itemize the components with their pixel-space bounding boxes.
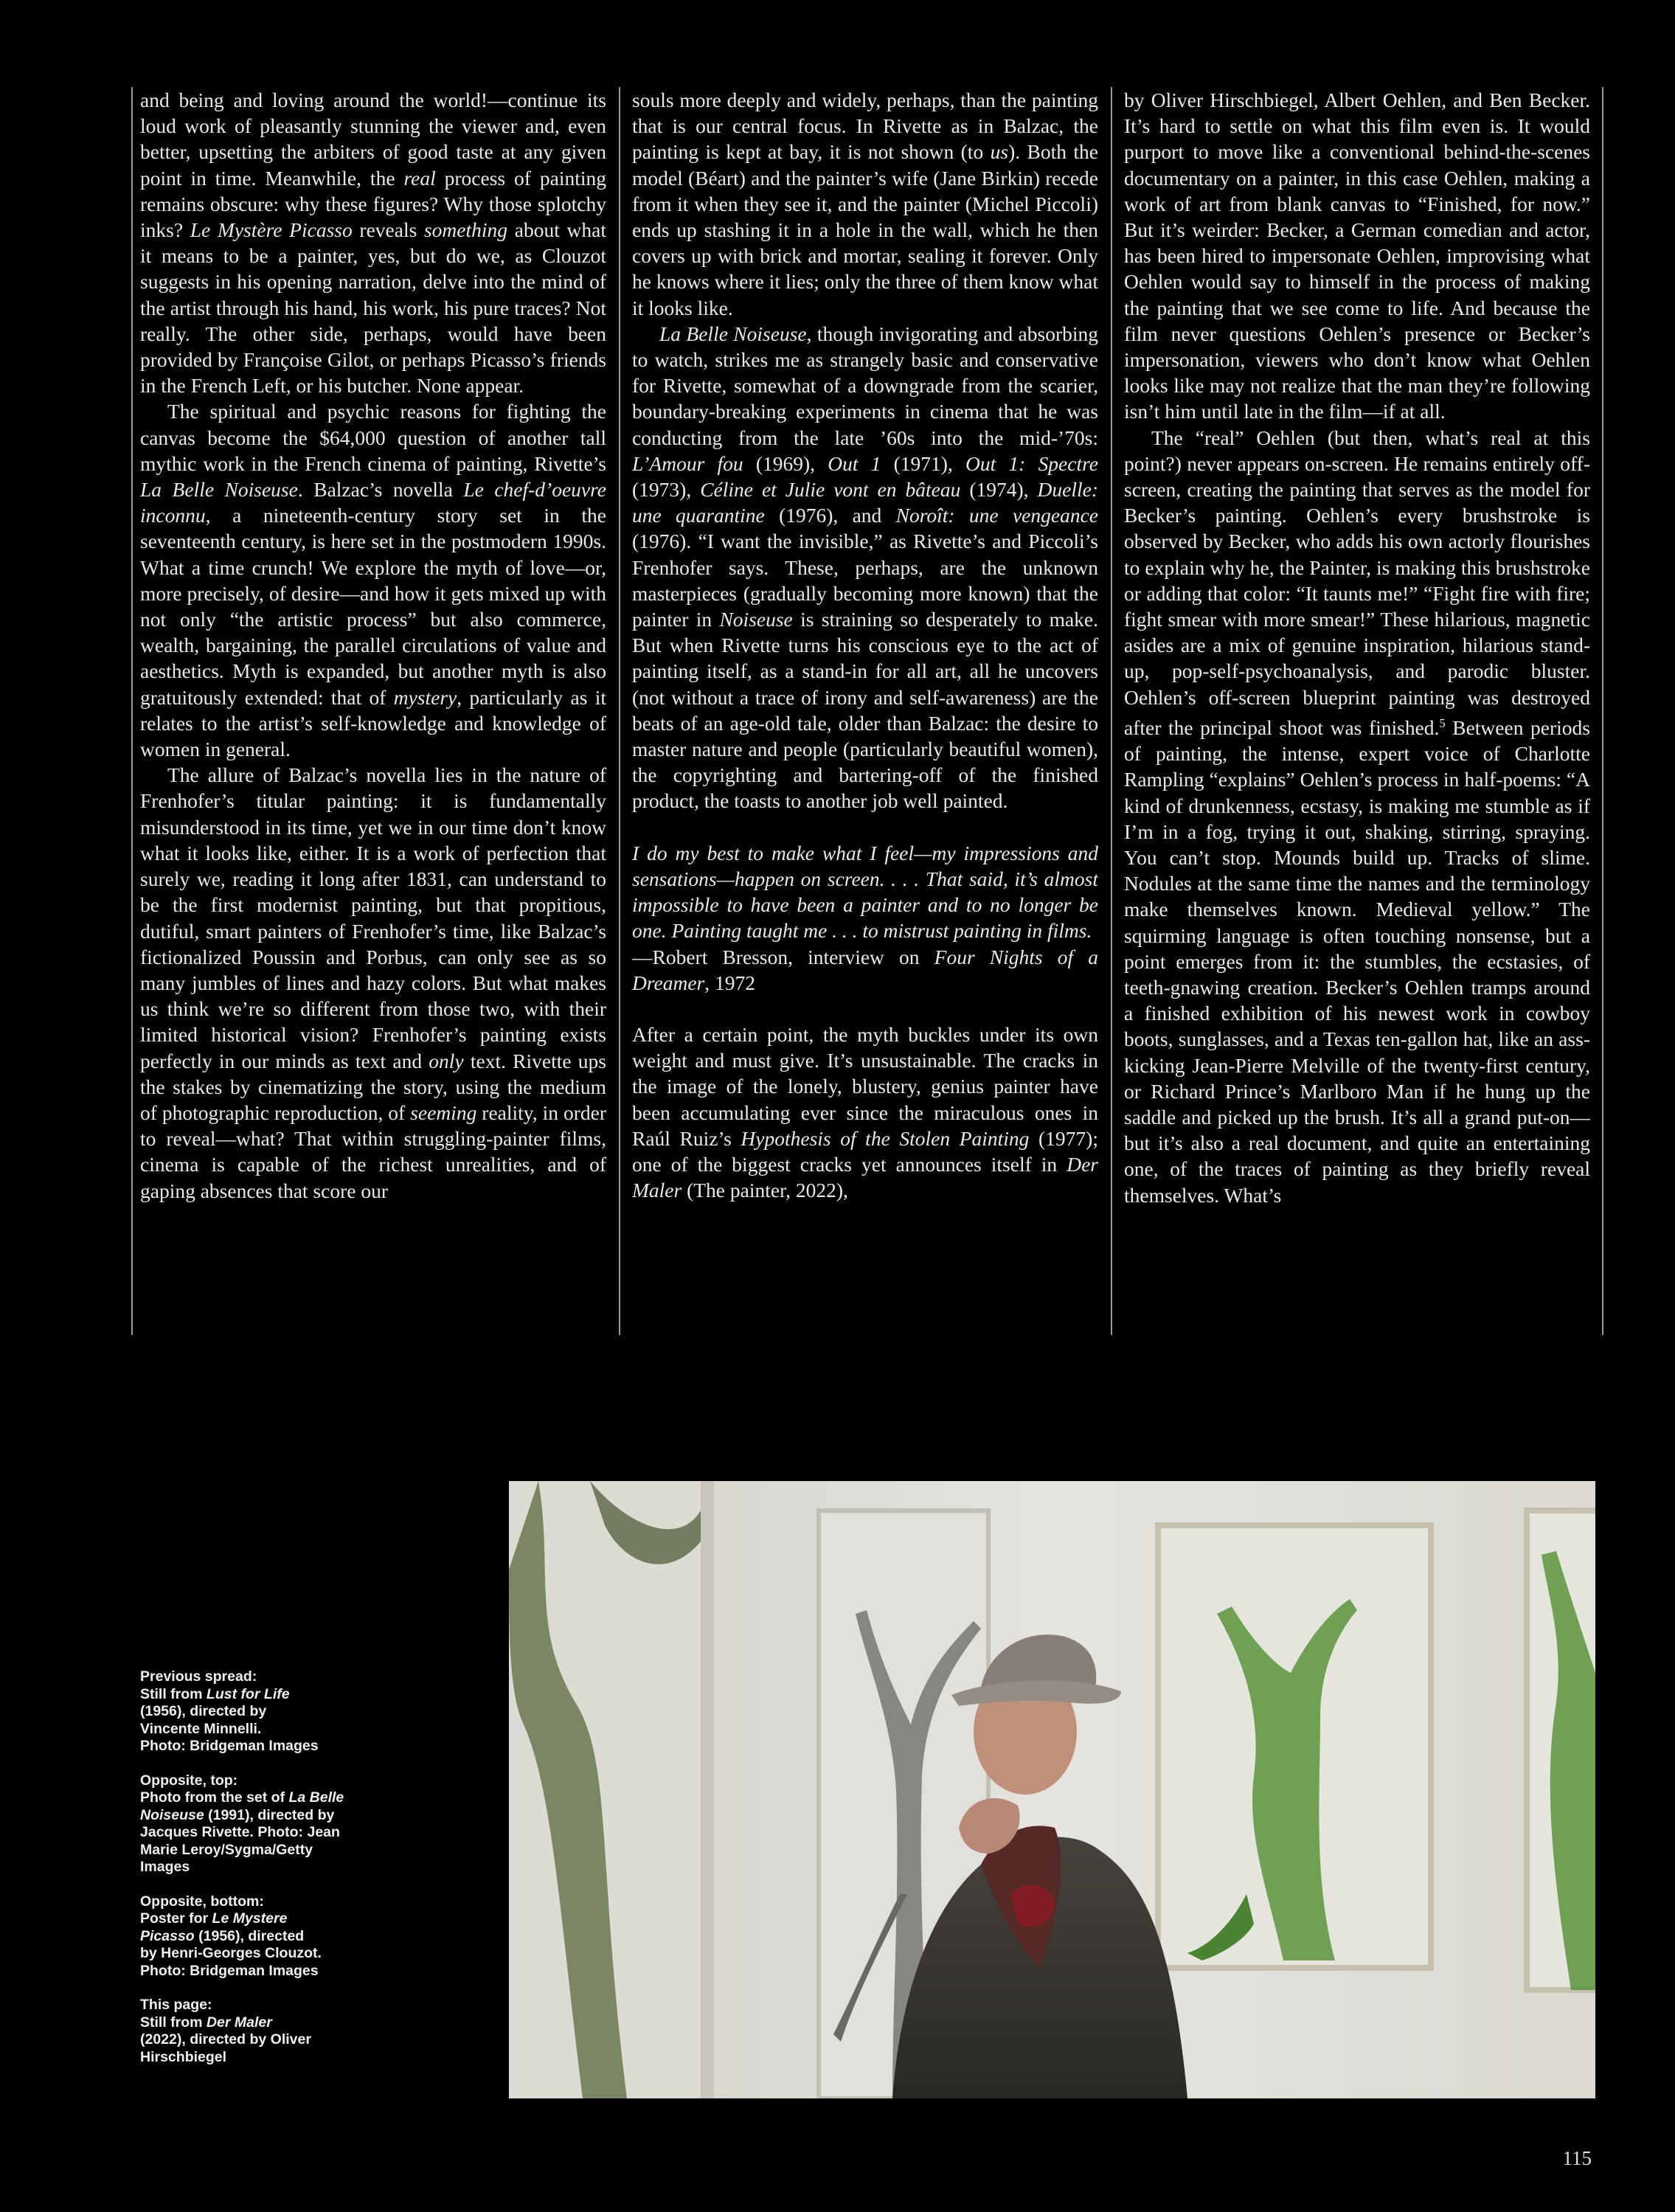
column-rule-1 <box>619 87 620 1335</box>
col2-paragraph-1: souls more deeply and widely, perhaps, than the painting that is our central focus. In Rivette as in Balzac, the painting is kept at bay, it is not shown (to us). Both the model (Béart) and the painter’s wife (Jane Birkin) recede from it when they see it, and the painter (Michel Piccoli) ends up stashing it in a hole in the wall, which he then covers up with brick and mortar, sealing it forever. Only he knows where it lies; only the three of them know what it looks like. <box>632 89 1098 319</box>
col2-paragraph-2: La Belle Noiseuse, though invigorating and absorbing to watch, strikes me as strangely basic and conservative for Rivette, somewhat of a downgrade from the scarier, boundary-breaking experiments in cinema that he was conducting from the late ’60s into the mid-’70s: L’Amour fou (1969), Out 1 (1971), Out 1: Spectre (1973), Céline et Julie vont en bâteau (1974), Duelle: une quarantine (1976), and Noroît: une vengeance (1976). “I want the invisible,” as Rivette’s and Piccoli’s Frenhofer says. These, perhaps, are the unknown masterpieces (gradually becoming more known) that the painter in Noiseuse is straining so desperately to make. But when Rivette turns his conscious eye to the act of painting itself, as a stand-in for all art, all he uncovers (not without a trace of irony and self-awareness) are the beats of an age-old tale, older than Balzac: the desire to master nature and people (particularly beautiful women), the copyrighting and bartering-off of the finished product, the toasts to another job well painted. <box>632 322 1098 813</box>
epigraph-attribution: —Robert Bresson, interview on Four Nights of a Dreamer, 1972 <box>632 945 1098 994</box>
caption-opposite-top: Opposite, top: Photo from the set of La Belle Noiseuse (1991), directed by Jacques Rivette. Photo: Jean Marie Leroy/Sygma/Getty Images <box>140 1772 344 1875</box>
col3-paragraph-1: by Oliver Hirschbiegel, Albert Oehlen, and Ben Becker. It’s hard to settle on what this film even is. It would purport to move like a conventional behind-the-scenes documentary on a painter, in this case Oehlen, making a work of art from blank canvas to “Finished, for now.” But it’s weirder: Becker, a German comedian and actor, has been hired to impersonate Oehlen, improvising what Oehlen would say to himself in the process of making the painting that we see come to life. And because the film never questions Oehlen’s presence or Becker’s impersonation, viewers who don’t know what Oehlen looks like may not realize that the man they’re following isn’t him until late in the film—if at all. <box>1124 89 1590 423</box>
column-rule-left <box>131 87 133 1335</box>
page-number: 115 <box>1562 2147 1592 2169</box>
text-column-2 <box>632 87 1098 1335</box>
col3-paragraph-2: The “real” Oehlen (but then, what’s real at this point?) never appears on-screen. He remains entirely off-screen, creating the painting that serves as the model for Becker’s painting. Oehlen’s every brushstroke is observed by Becker, who adds his own actorly flourishes to explain why he, the Painter, is making this brushstroke or adding that color: “It taunts me!” “Fight fire with fire; fight smear with more smear!” These hilarious, magnetic asides are a mix of genuine inspiration, hilarious stand-up, pop-self-psychoanalysis, and parodic bluster. Oehlen’s off-screen blueprint painting was destroyed after the principal shoot was finished.$^5$ Between periods of painting, the intense, expert voice of Charlotte Rampling “explains” Oehlen’s process in half-poems: “A kind of drunkenness, ecstasy, is making me stumble as if I’m in a fog, trying it out, shaking, stirring, spraying. You can’t stop. Mounds build up. Tracks of slime. Nodules at the same time the names and the terminology make themselves known. Medieval yellow.” The squirming language is often touching nonsense, but a point emerges from it: the stumbles, the ecstasies, of teeth-gnawing creation. Becker’s Oehlen tramps around a finished exhibition of his newest work in cowboy boots, sunglasses, and a Texas ten-gallon hat, like an ass-kicking Jean-Pierre Melville of the twenty-first century, or Richard Prince’s Marlboro Man if he hung up the saddle and picked up the brush. It’s all a grand put-on—but it’s also a real document, and quite an entertaining one, of the traces of painting as they briefly reveal themselves. What’s <box>1124 426 1590 1207</box>
epigraph-quote: I do my best to make what I feel—my impressions and sensations—happen on screen. . . . That said, it’s almost impossible to have been a painter and to no longer be one. Painting taught me . . . to mistrust painting in films. <box>632 841 1098 943</box>
column-rule-2 <box>1111 87 1112 1335</box>
col2-paragraph-3: After a certain point, the myth buckles under its own weight and must give. It’s unsustainable. The cracks in the image of the lonely, blustery, genius painter have been accumulating ever since the miraculous ones in Raúl Ruiz’s Hypothesis of the Stolen Painting (1977); one of the biggest cracks yet announces itself in Der Maler (The painter, 2022), <box>632 1022 1098 1202</box>
caption-opposite-bottom: Opposite, bottom: Poster for Le Mystere Picasso (1956), directed by Henri-Georges Clouzot. Photo: Bridgeman Images <box>140 1893 322 1979</box>
column-rule-right <box>1602 87 1603 1335</box>
text-column-3 <box>1124 87 1590 1335</box>
caption-this-page: This page: Still from Der Maler (2022), directed by Oliver Hirschbiegel <box>140 1997 311 2065</box>
col1-paragraph-2: The spiritual and psychic reasons for fighting the canvas become the $64,000 question of another tall mythic work in the French cinema of painting, Rivette’s La Belle Noiseuse. Balzac’s novella Le chef-d’oeuvre inconnu, a nineteenth-century story set in the seventeenth century, is here set in the postmodern 1990s. What a time crunch! We explore the myth of love—or, more precisely, of desire—and how it gets mixed up with not only “the artistic process” but also commerce, wealth, bargaining, the parallel circulations of value and aesthetics. Myth is expanded, but another myth is also gratuitously extended: that of mystery, particularly as it relates to the artist’s self-knowledge and knowledge of women in general. <box>140 400 606 761</box>
text-column-1 <box>140 87 606 1335</box>
photo-captions <box>140 1668 361 2066</box>
col1-paragraph-3: The allure of Balzac’s novella lies in the nature of Frenhofer’s titular painting: it is fundamentally misunderstood in its time, yet we in our time don’t know what it looks like, either. It is a work of perfection that surely we, reading it long after 1831, can understand to be the first modernist painting, but that propitious, dutiful, smart painters of Frenhofer’s time, like Balzac’s fictionalized Poussin and Porbus, can only see as so many jumbles of lines and hazy colors. But what makes us think we’re so different from those two, with their limited historical vision? Frenhofer’s painting exists perfectly in our minds as text and only text. Rivette ups the stakes by cinematizing the story, using the medium of photographic reproduction, of seeming reality, in order to reveal—what? That within struggling-painter films, cinema is capable of the richest unrealities, and of gaping absences that score our <box>140 763 606 1202</box>
col1-paragraph-1: and being and loving around the world!—continue its loud work of pleasantly stunning the viewer and, even better, upsetting the arbiters of good taste at any given point in time. Meanwhile, the real process of painting remains obscure: why these figures? Why those splotchy inks? Le Mystère Picasso reveals something about what it means to be a painter, yes, but do we, as Clouzot suggests in his opening narration, delve into the mind of the artist through his hand, his work, his pure traces? Not really. The other side, perhaps, would have been provided by Françoise Gilot, or perhaps Picasso’s friends in the French Left, or his butcher. None appear. <box>140 89 606 398</box>
caption-previous-spread: Previous spread: Still from Lust for Life (1956), directed by Vincente Minnelli. Photo: Bridgeman Images <box>140 1668 319 1754</box>
film-still-der-maler <box>509 1481 1595 2098</box>
